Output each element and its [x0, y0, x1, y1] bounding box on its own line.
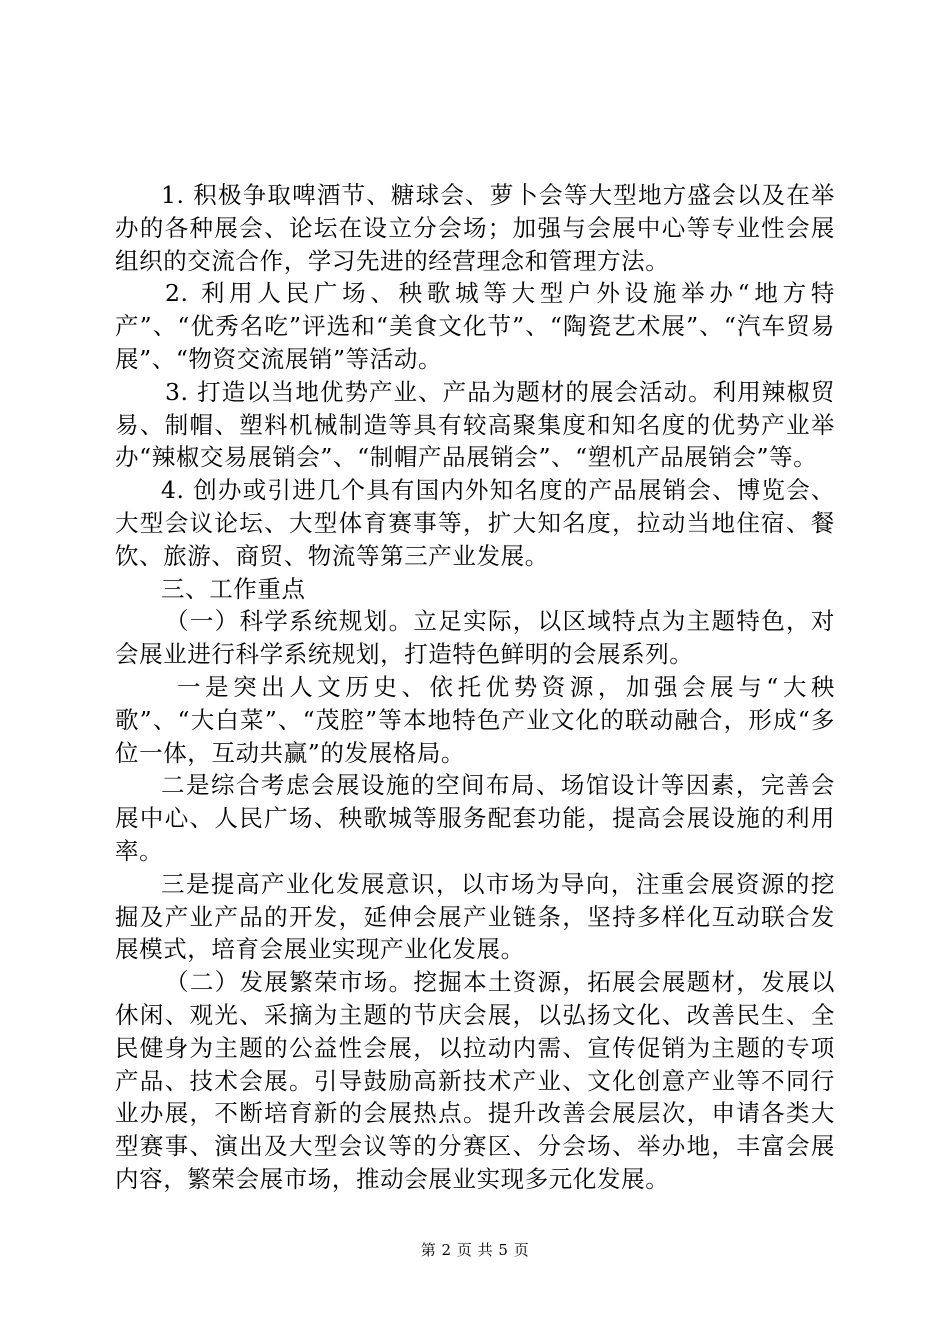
- paragraph-1: 1. 积极争取啤酒节、糖球会、萝卜会等大型地方盛会以及在举办的各种展会、论坛在设立分会场；加强与会展中心等专业性会展组织的交流合作，学习先进的经营理念和管理方法。: [115, 181, 835, 275]
- document-body: [115, 179, 835, 1196]
- paragraph-2: 2. 利用人民广场、秧歌城等大型户外设施举办“地方特产”、“优秀名吃”评选和“美食文化节”、“陶瓷艺术展”、“汽车贸易展”、“物资交流展销”等活动。: [115, 279, 835, 373]
- paragraph-point-three: 三是提高产业化发展意识，以市场为导向，注重会展资源的挖掘及产业产品的开发，延伸会展产业链条，坚持多样化互动联合发展模式，培育会展业实现产业化发展。: [115, 869, 835, 964]
- paragraph-4: 4. 创办或引进几个具有国内外知名度的产品展销会、博览会、大型会议论坛、大型体育赛事等，扩大知名度，拉动当地住宿、餐饮、旅游、商贸、物流等第三产业发展。: [115, 476, 835, 570]
- paragraph-market: （二）发展繁荣市场。挖掘本土资源，拓展会展题材，发展以休闲、观光、采摘为主题的节庆会展，以弘扬文化、改善民生、全民健身为主题的公益性会展，以拉动内需、宣传促销为主题的专项产品、技术会展。引导鼓励高新技术产业、文化创意产业等不同行业办展，不断培育新的会展热点。提升改善会展层次，申请各类大型赛事、演出及大型会议等的分赛区、分会场、举办地，丰富会展内容，繁荣会展市场，推动会展业实现多元化发展。: [115, 968, 835, 1193]
- paragraph-point-one: 一是突出人文历史、依托优势资源，加强会展与“大秧歌”、“大白菜”、“茂腔”等本地特色产业文化的联动融合，形成“多位一体，互动共赢”的发展格局。: [115, 672, 835, 767]
- paragraph-point-two: 二是综合考虑会展设施的空间布局、场馆设计等因素，完善会展中心、人民广场、秧歌城等服务配套功能，提高会展设施的利用率。: [115, 771, 835, 865]
- paragraph-3: 3. 打造以当地优势产业、产品为题材的展会活动。利用辣椒贸易、制帽、塑料机械制造等具有较高聚集度和知名度的优势产业举办“辣椒交易展销会”、“制帽产品展销会”、“塑机产品展销会”等。: [115, 377, 835, 472]
- section-heading-work-focus: 三、工作重点: [161, 574, 306, 603]
- page-number-label: 第 2 页 共 5 页: [420, 1241, 530, 1259]
- page-footer: [0, 1240, 950, 1260]
- paragraph-planning: （一）科学系统规划。立足实际，以区域特点为主题特色，对会展业进行科学系统规划，打造特色鲜明的会展系列。: [115, 607, 835, 669]
